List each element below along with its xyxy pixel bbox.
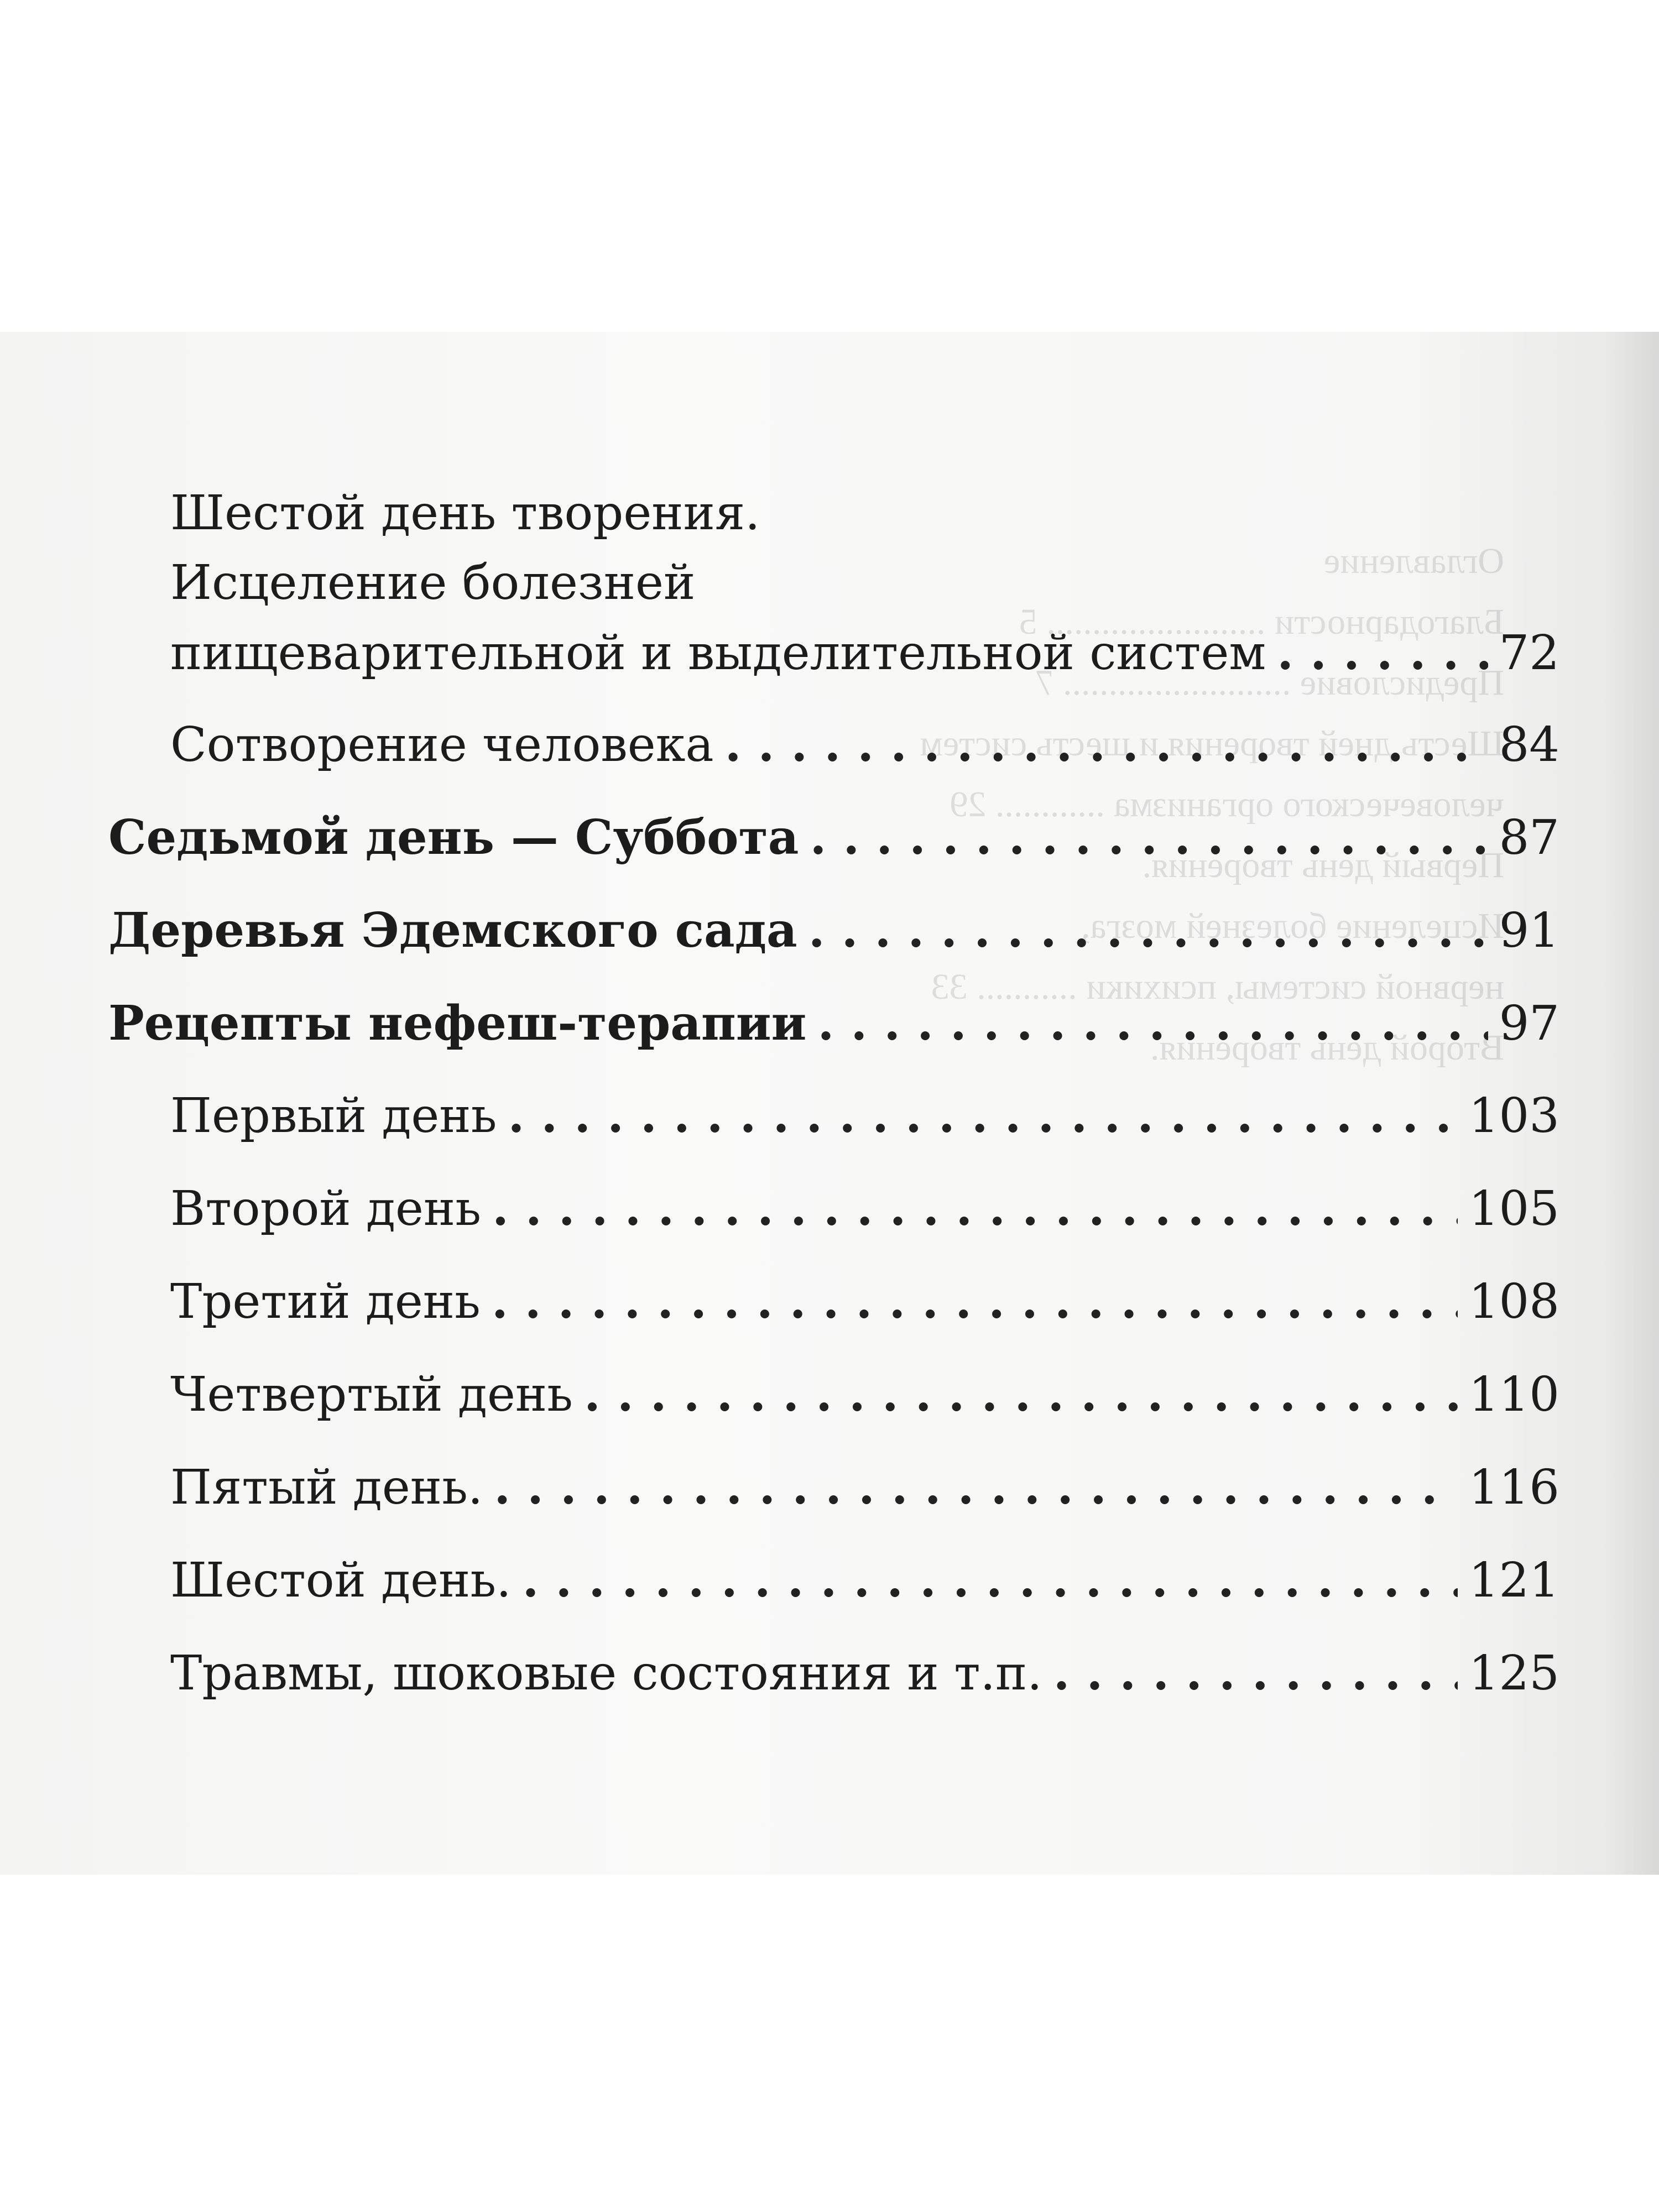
toc-page-number: 125: [1468, 1646, 1559, 1701]
toc-page-number: 72: [1499, 625, 1559, 681]
toc-entry-title: Седьмой день — Суббота: [108, 810, 799, 865]
toc-entry-title: Пятый день.: [170, 1460, 483, 1515]
toc-entry-title: Сотворение человека: [170, 717, 714, 773]
toc-entry-title: Четвертый день: [170, 1367, 573, 1422]
toc-page-number: 108: [1468, 1274, 1559, 1329]
toc-page-number: 97: [1499, 996, 1559, 1051]
toc-entry: [170, 1460, 1559, 1515]
toc-entry-line: Шестой день творения.: [170, 486, 760, 541]
toc-entry: [108, 903, 1559, 958]
dot-leader: [808, 903, 1488, 958]
toc-page-number: 121: [1468, 1553, 1559, 1608]
toc-entry: [170, 1646, 1559, 1701]
bleed-through-text: Оглавление Благодарности ........................ 5 Предисловие ......................... 7 Шесть дней творения и шесть систем человеческого организма ............ 29 Первый день творения. Исцеление болезней мозга, нервной системы, психики ........... 33 Второй день творения.: [920, 541, 1504, 1068]
toc-entry: [170, 1181, 1559, 1237]
toc-page-number: 105: [1468, 1181, 1559, 1237]
dot-leader: [523, 1553, 1458, 1608]
toc-entry: [170, 1367, 1559, 1422]
toc-entry-title: Рецепты нефеш-терапии: [108, 995, 807, 1051]
toc-page-number: 116: [1468, 1460, 1559, 1515]
toc-page-number: 103: [1468, 1088, 1559, 1144]
toc-entry-title: Третий день: [170, 1274, 481, 1329]
dot-leader: [1277, 625, 1488, 681]
toc-page-number: 110: [1468, 1367, 1559, 1422]
toc-entry-title: Шестой день.: [170, 1553, 512, 1608]
toc-entry: [108, 996, 1559, 1051]
toc-entry: [170, 1088, 1559, 1144]
dot-leader: [584, 1367, 1458, 1422]
dot-leader: [810, 810, 1488, 865]
toc-page-number: 91: [1499, 903, 1559, 958]
toc-entry-title: Травмы, шоковые состояния и т.п.: [170, 1646, 1042, 1701]
dot-leader: [508, 1088, 1457, 1144]
toc-entry-title: Второй день: [170, 1181, 482, 1237]
dot-leader: [1053, 1646, 1458, 1701]
dot-leader: [492, 1181, 1458, 1237]
toc-entry-title: Деревья Эдемского сада: [108, 902, 797, 958]
toc-entry: [170, 717, 1559, 773]
toc-page-number: 87: [1499, 810, 1559, 865]
toc-entry: [170, 1274, 1559, 1329]
toc-page-number: 84: [1499, 717, 1559, 773]
toc-entry-title: Первый день: [170, 1088, 497, 1144]
toc-entry: [108, 810, 1559, 865]
toc-entry-line: Исцеление болезней: [170, 555, 696, 611]
toc-entry: [170, 625, 1559, 681]
dot-leader: [817, 996, 1488, 1051]
toc-entry-title: пищеварительной и выделительной систем: [170, 625, 1266, 681]
dot-leader: [725, 717, 1488, 773]
dot-leader: [494, 1460, 1458, 1515]
toc-entry: [170, 1553, 1559, 1608]
dot-leader: [492, 1274, 1458, 1329]
